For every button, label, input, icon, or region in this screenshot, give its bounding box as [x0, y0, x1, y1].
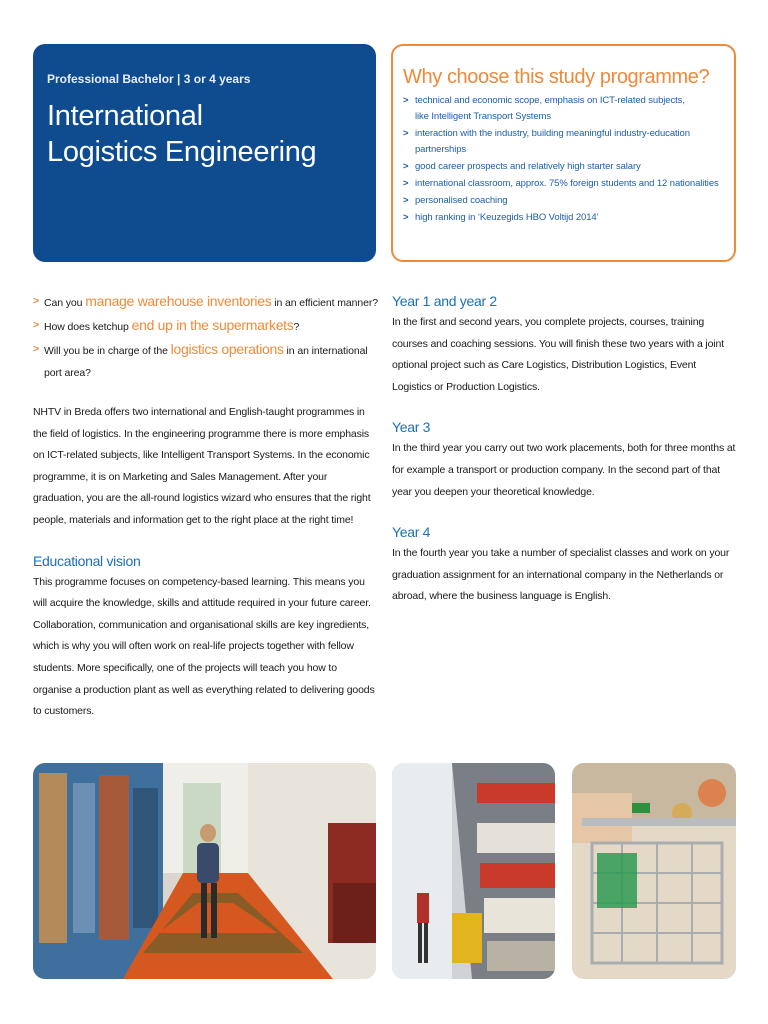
page-title	[47, 98, 362, 170]
year-4-heading: Year 4	[392, 524, 431, 541]
year-3-text: In the third year you carry out two work placements, both for three months at for example a transport or production company. In the second part of that year you deepen your theoretical knowledge.	[392, 442, 736, 498]
intro-paragraph: NHTV in Breda offers two international and English-taught programmes in the field of logistics. In the engineering programme there is more emphasis on ICT-related subjects, like Intelligent Transport Systems. In the economic programme, it is on Marketing and Sales Management. After your graduation, you are the all-round logistics wizard who ensures that the right people, materials and information get to the right place at the right time!	[33, 406, 371, 526]
photo-warehouse	[392, 763, 555, 979]
question-item: > How does ketchup end up in the supermarkets?	[33, 314, 378, 338]
why-item: > international classroom, approx. 75% foreign students and 12 nationalities	[403, 175, 724, 192]
programme-subtitle: Professional Bachelor | 3 or 4 years	[47, 72, 251, 86]
photo-shopping-cart	[572, 763, 736, 979]
why-choose-heading: Why choose this study programme?	[403, 66, 710, 88]
why-item: > high ranking in ‘Keuzegids HBO Voltijd 2014’	[403, 209, 724, 226]
year-3-heading: Year 3	[392, 419, 431, 436]
right-column	[392, 290, 737, 608]
page-title-line-1: International	[47, 100, 203, 132]
why-item: > technical and economic scope, emphasis on ICT-related subjects, like Intelligent Transport Systems	[403, 92, 724, 125]
hero-banner	[33, 44, 376, 262]
photo-corridor	[33, 763, 376, 979]
question-highlight: logistics operations	[170, 341, 284, 357]
question-highlight: manage warehouse inventories	[85, 293, 272, 309]
why-item: > personalised coaching	[403, 192, 724, 209]
left-column	[33, 290, 378, 723]
vision-heading: Educational vision	[33, 552, 141, 569]
question-list	[33, 290, 378, 384]
question-highlight: end up in the supermarkets	[131, 317, 294, 333]
why-choose-box	[391, 44, 736, 262]
question-item: > Can you manage warehouse inventories in an efficient manner?	[33, 290, 378, 314]
page-title-line-2: Logistics Engineering	[47, 136, 317, 168]
why-item: > good career prospects and relatively high starter salary	[403, 158, 724, 175]
question-item: > Will you be in charge of the logistics operations in an international port area?	[33, 338, 378, 384]
why-item: > interaction with the industry, building meaningful industry-education partnerships	[403, 125, 724, 158]
year-4-text: In the fourth year you take a number of specialist classes and work on your graduation assignment for an international company in the Netherlands or abroad, where the business language is English.	[392, 547, 730, 603]
why-choose-list	[403, 92, 724, 226]
vision-paragraph: This programme focuses on competency-based learning. This means you will acquire the knowledge, skills and attitude required in your future career. Collaboration, communication and organisational skills are key ingredients, which is why you will often work on real-life projects together with fellow students. More specifically, one of the projects will teach you how to organise a production plant as well as everything related to delivering goods to customers.	[33, 575, 375, 718]
year-1-2-heading: Year 1 and year 2	[392, 293, 497, 309]
year-1-2-text: In the first and second years, you complete projects, courses, training courses and coaching sessions. You will finish these two years with a joint optional project such as Care Logistics, Distribution Logistics, Event Logistics or Production Logistics.	[392, 316, 724, 393]
